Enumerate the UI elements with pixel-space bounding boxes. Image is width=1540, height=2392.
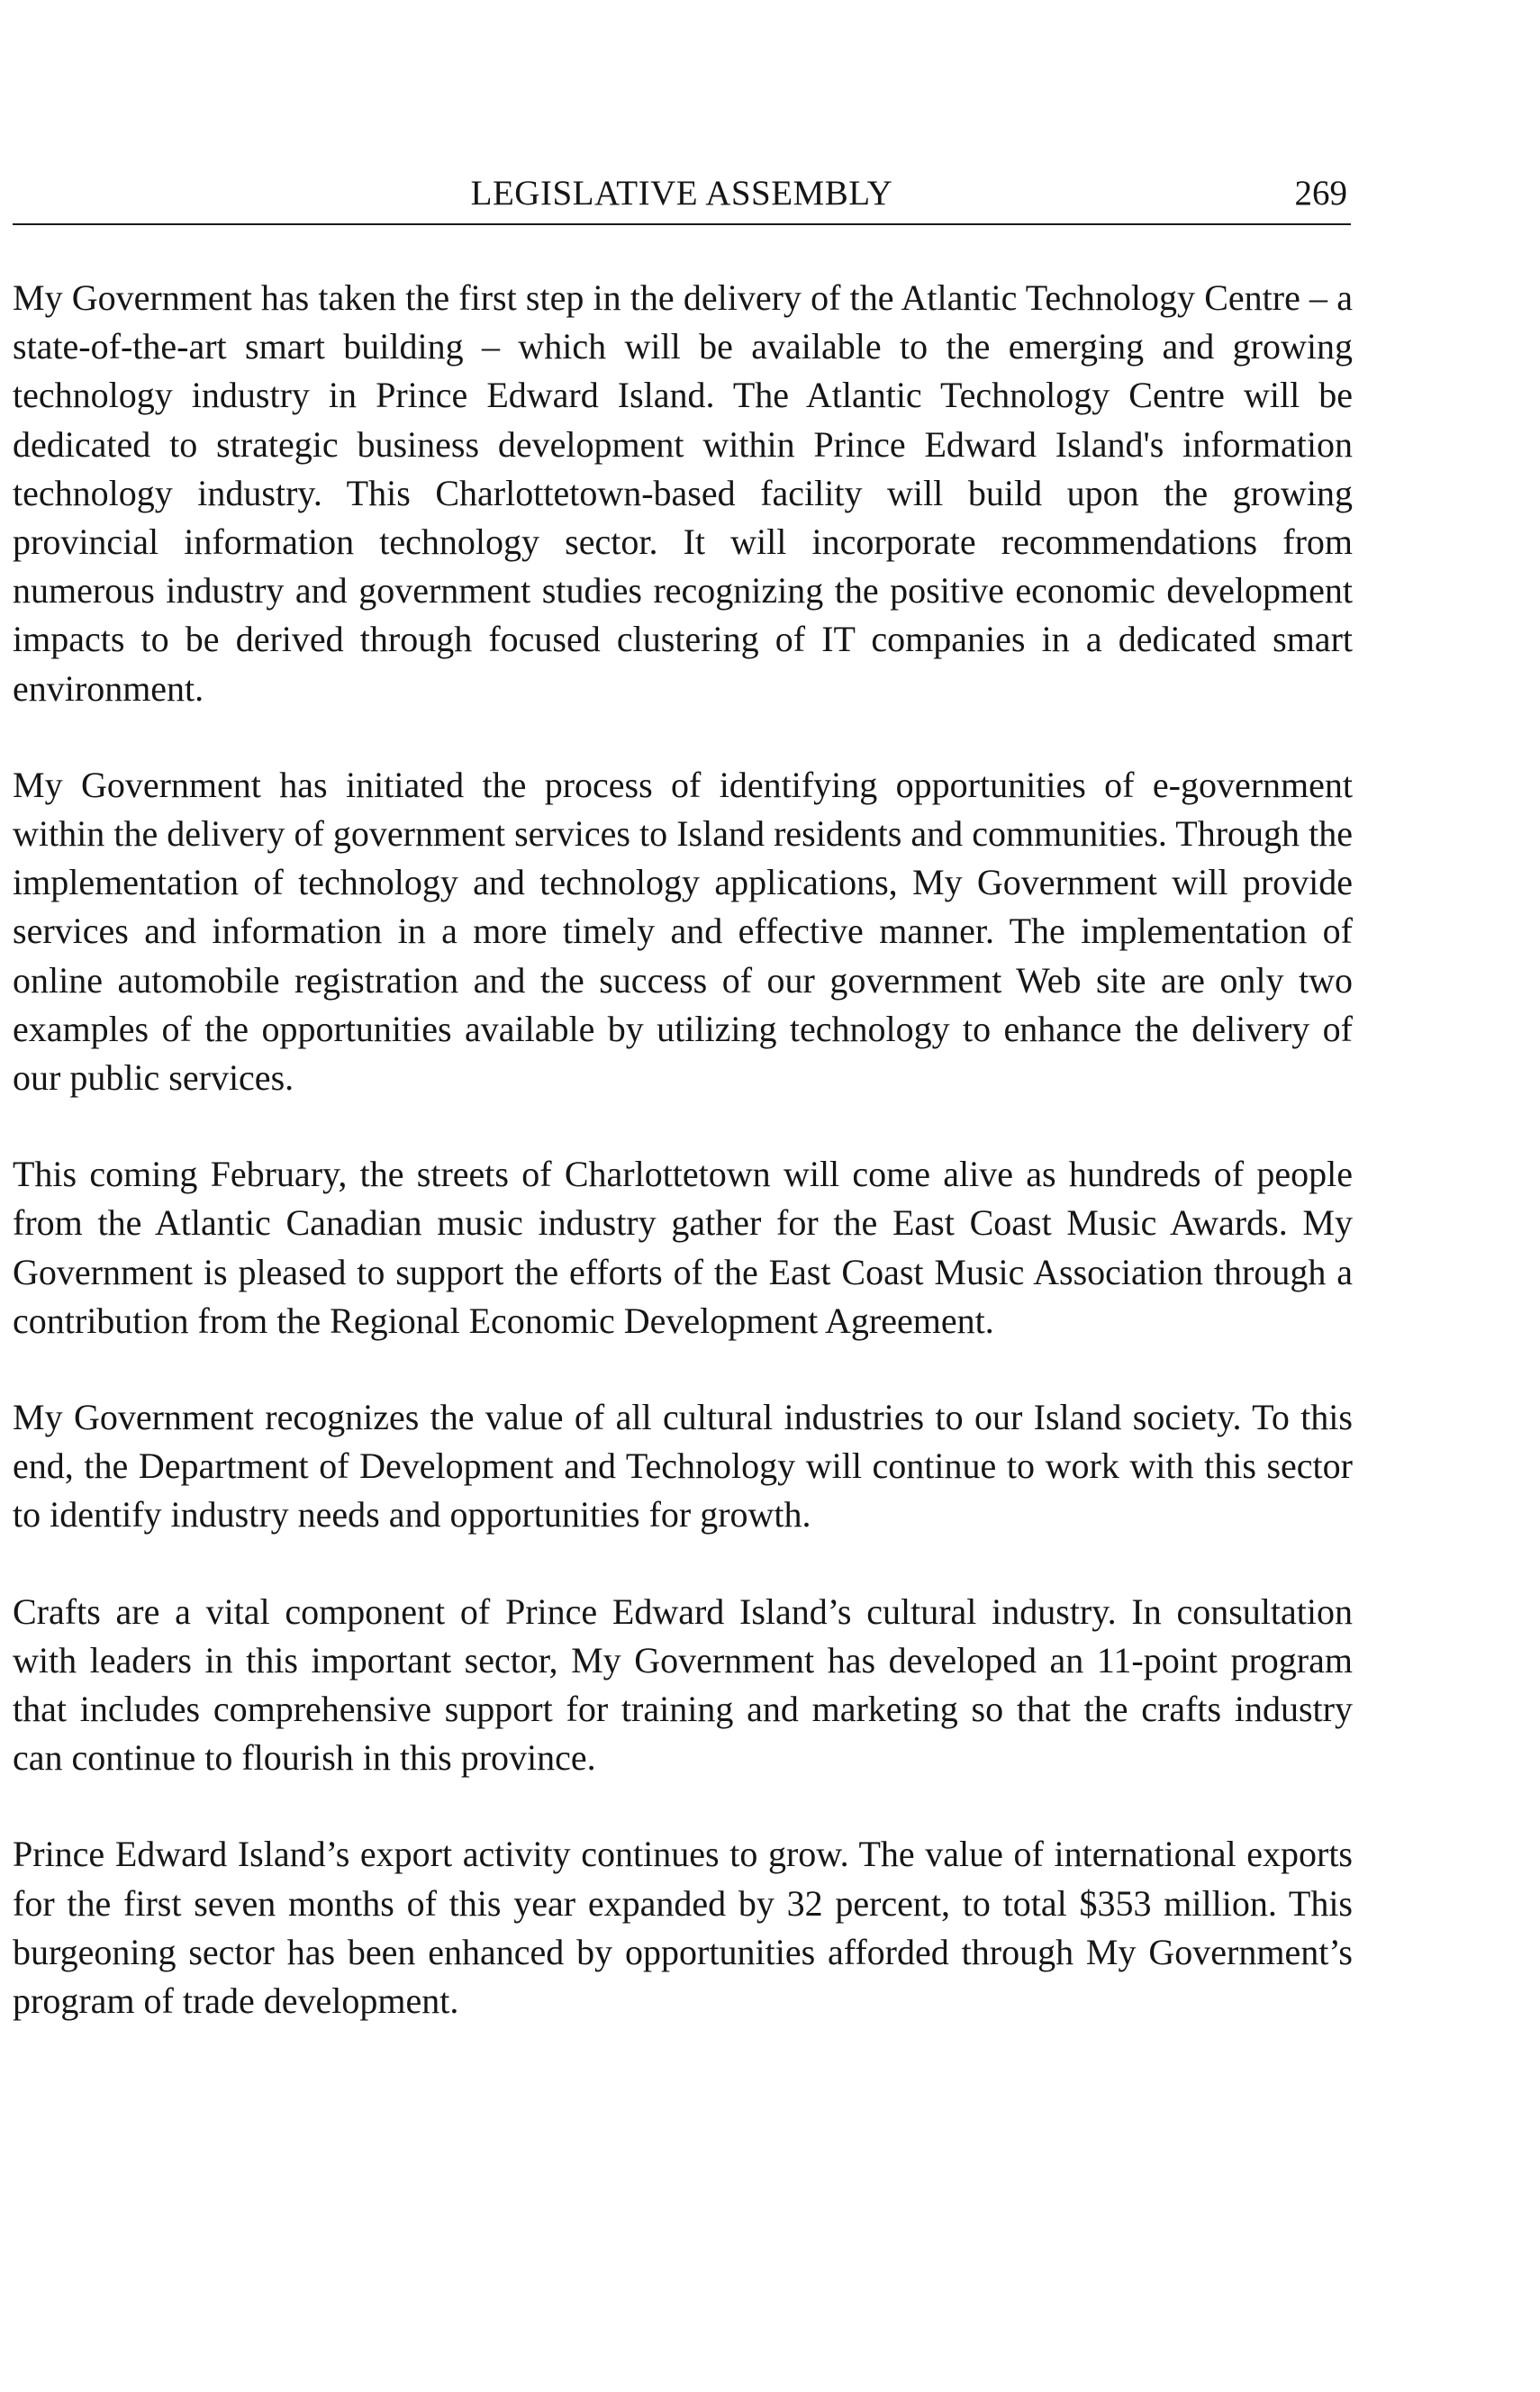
header-title: LEGISLATIVE ASSEMBLY bbox=[470, 174, 893, 213]
paragraph-cultural-industries: My Government recognizes the value of all cultural industries to our Island society. To this end, the Department of Development and Technology will continue to work with this sector to identify industry needs and opportunities for growth. bbox=[13, 1397, 1353, 1536]
paragraph-crafts-industry: Crafts are a vital component of Prince Edward Island’s cultural industry. In consultation with leaders in this important sector, My Government has developed an 11-point program that includes comprehensive support for training and marketing so that the crafts industry can continue to flourish in this province. bbox=[13, 1590, 1353, 1779]
paragraph-e-government: My Government has initiated the process of identifying opportunities of e-government within the delivery of government services to Island residents and communities. Through the implementation of technology and technology applications, My Government will provide services and information in a more timely and effective manner. The implementation of online automobile registration and the success of our government Web site are only two examples of the opportunities available by utilizing technology to enhance the delivery of our public services. bbox=[13, 764, 1353, 1099]
body-text bbox=[13, 274, 1353, 2073]
paragraph-atlantic-technology-centre: My Government has taken the first step in the delivery of the Atlantic Technology Centre – a state-of-the-art smart building – which will be available to the emerging and growing technology industry in Prince Edward Island. The Atlantic Technology Centre will be dedicated to strategic business development within Prince Edward Island's information technology industry. This Charlottetown-based facility will build upon the growing provincial information technology sector. It will incorporate recommendations from numerous industry and government studies recognizing the positive economic development impacts to be derived through focused clustering of IT companies in a dedicated smart environment. bbox=[13, 277, 1353, 709]
paragraph-east-coast-music-awards: This coming February, the streets of Charlottetown will come alive as hundreds of people from the Atlantic Canadian music industry gather for the East Coast Music Awards. My Government is pleased to support the efforts of the East Coast Music Association through a contribution from the Regional Economic Development Agreement. bbox=[13, 1154, 1353, 1341]
page-number: 269 bbox=[1294, 174, 1347, 213]
running-header bbox=[13, 171, 1351, 225]
paragraph-export-activity: Prince Edward Island’s export activity continues to grow. The value of international exports for the first seven months of this year expanded by 32 percent, to total $353 million. This burgeoning sector has been enhanced by opportunities afforded through My Government’s program of trade development. bbox=[13, 1834, 1353, 2022]
